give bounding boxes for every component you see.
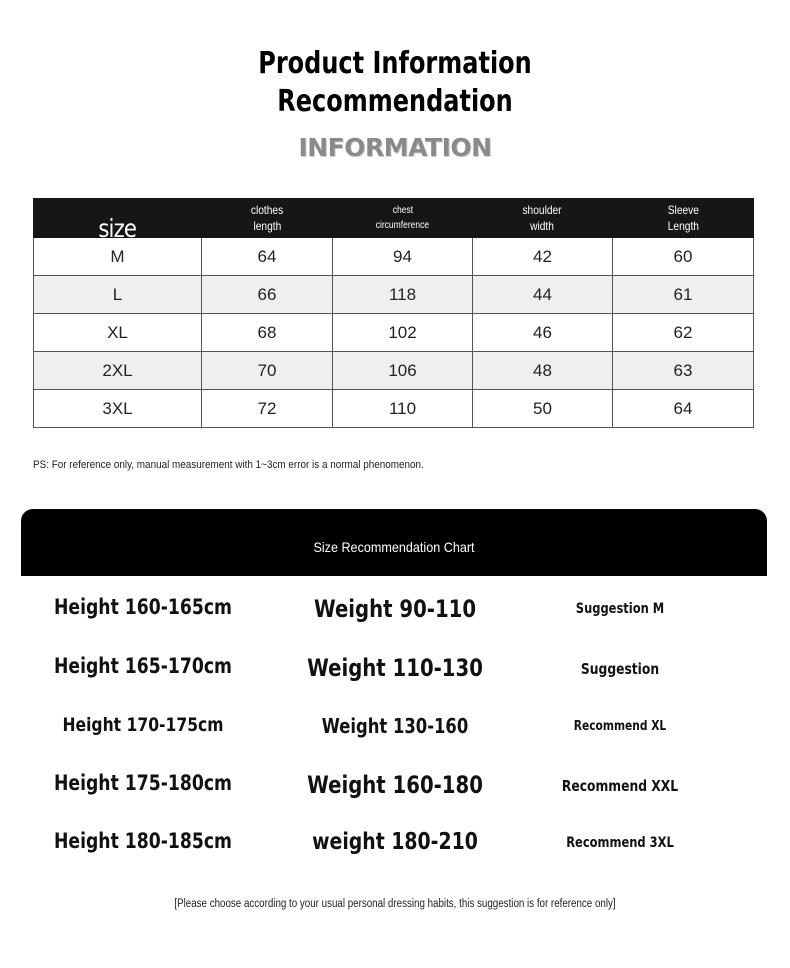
page-title: Product Information	[258, 46, 532, 81]
chest-cell: 118	[333, 276, 473, 314]
size-suggestion: Recommend 3XL	[566, 835, 674, 851]
weight-range: Weight 130-160	[321, 714, 469, 738]
weight-range: weight 180-210	[312, 829, 478, 855]
clothes-length-cell: 72	[202, 390, 333, 428]
section-subtitle: INFORMATION	[298, 133, 492, 162]
size-cell: XL	[34, 314, 202, 352]
size-suggestion: Recommend XXL	[561, 777, 679, 795]
column-header-chest-circumference: chest circumference	[333, 199, 473, 238]
size-cell: 3XL	[34, 390, 202, 428]
clothes-length-cell: 66	[202, 276, 333, 314]
clothes-length-cell: 64	[202, 238, 333, 276]
height-range: Height 180-185cm	[53, 829, 232, 853]
recommendation-row	[0, 654, 790, 694]
table-row	[34, 276, 754, 314]
recommendation-row	[0, 714, 790, 754]
sleeve-cell: 64	[613, 390, 754, 428]
table-row	[34, 390, 754, 428]
recommendation-chart-header	[21, 509, 767, 576]
sleeve-cell: 62	[613, 314, 754, 352]
height-range: Height 165-170cm	[53, 654, 232, 678]
column-header-size: size	[34, 199, 202, 238]
chest-cell: 106	[333, 352, 473, 390]
chest-cell: 94	[333, 238, 473, 276]
table-row	[34, 238, 754, 276]
shoulder-cell: 50	[473, 390, 613, 428]
size-table	[33, 198, 754, 428]
size-suggestion: Suggestion M	[575, 601, 665, 617]
size-cell: L	[34, 276, 202, 314]
footer-note: [Please choose according to your usual personal dressing habits, this suggestion is for reference only]	[174, 898, 616, 910]
sleeve-cell: 61	[613, 276, 754, 314]
clothes-length-cell: 68	[202, 314, 333, 352]
size-suggestion: Suggestion	[580, 660, 660, 678]
page-title-line-2: Recommendation	[277, 84, 513, 119]
clothes-length-cell: 70	[202, 352, 333, 390]
recommendation-row	[0, 771, 790, 811]
chest-cell: 102	[333, 314, 473, 352]
column-header-clothes-length: clothes length	[202, 199, 333, 238]
size-suggestion: Recommend XL	[573, 719, 667, 734]
height-range: Height 175-180cm	[53, 771, 232, 795]
recommendation-chart-title: Size Recommendation Chart	[313, 539, 475, 555]
column-header-shoulder-width: shoulder width	[473, 199, 613, 238]
shoulder-cell: 44	[473, 276, 613, 314]
size-cell: M	[34, 238, 202, 276]
sleeve-cell: 63	[613, 352, 754, 390]
shoulder-cell: 48	[473, 352, 613, 390]
weight-range: Weight 90-110	[313, 595, 477, 623]
size-cell: 2XL	[34, 352, 202, 390]
height-range: Height 160-165cm	[53, 595, 232, 619]
recommendation-row	[0, 595, 790, 635]
chest-cell: 110	[333, 390, 473, 428]
weight-range: Weight 110-130	[307, 654, 483, 682]
shoulder-cell: 42	[473, 238, 613, 276]
table-row	[34, 314, 754, 352]
measurement-note: PS: For reference only, manual measurement with 1~3cm error is a normal phenomenon.	[33, 459, 424, 471]
size-table-header	[34, 199, 754, 238]
recommendation-row	[0, 829, 790, 869]
column-header-sleeve-length: Sleeve Length	[613, 199, 754, 238]
weight-range: Weight 160-180	[307, 771, 483, 799]
sleeve-cell: 60	[613, 238, 754, 276]
table-row	[34, 352, 754, 390]
height-range: Height 170-175cm	[62, 714, 224, 736]
shoulder-cell: 46	[473, 314, 613, 352]
